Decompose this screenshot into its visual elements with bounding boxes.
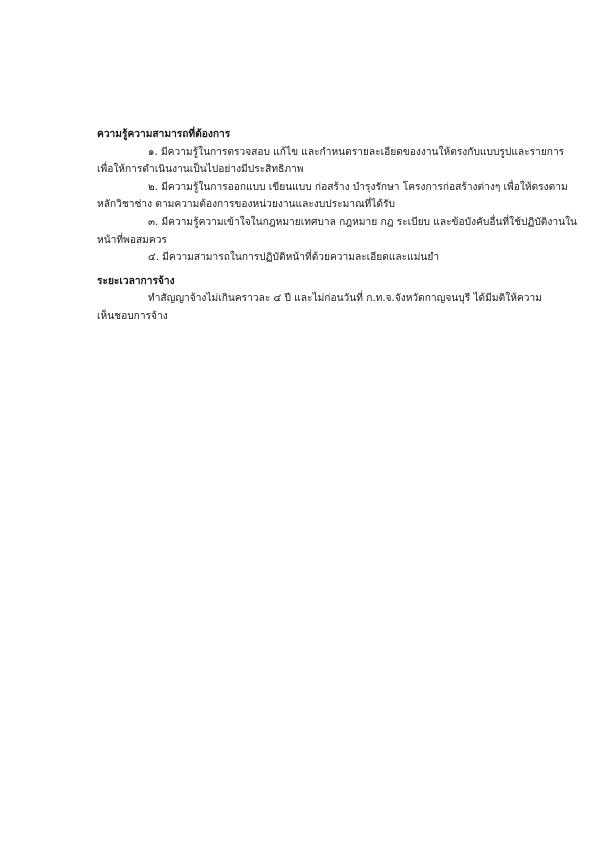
period-heading: ระยะเวลาการจ้าง <box>97 275 175 287</box>
period-text-line-1: ทำสัญญาจ้างไม่เกินคราวละ ๔ ปี และไม่ก่อนวันที่ ก.ท.จ.จังหวัดกาญจนบุรี ได้มีมติให้ความ <box>148 293 542 305</box>
knowledge-item-3-line-1: ๓. มีความรู้ความเข้าใจในกฎหมายเทศบาล กฎหมาย กฎ ระเบียบ และข้อบังคับอื่นที่ใช้ปฏิบัติงานใน <box>148 216 578 228</box>
knowledge-item-3-line-2: หน้าที่พอสมควร <box>97 234 167 246</box>
knowledge-heading: ความรู้ความสามารถที่ต้องการ <box>97 129 231 140</box>
document-body <box>97 126 578 326</box>
knowledge-item-2 <box>97 179 568 214</box>
period-text <box>97 290 542 325</box>
knowledge-item-2-line-2: หลักวิชาช่าง ตามความต้องการของหน่วยงานและงบประมาณที่ได้รับ <box>97 199 395 211</box>
knowledge-item-4-line-1: ๔. มีความสามารถในการปฏิบัติหน้าที่ด้วยความละเอียดและแม่นยำ <box>148 252 440 264</box>
knowledge-item-1-line-2: เพื่อให้การดำเนินงานเป็นไปอย่างมีประสิทธิภาพ <box>97 164 304 176</box>
knowledge-item-1-line-1: ๑. มีความรู้ในการตรวจสอบ แก้ไข และกำหนดรายละเอียดของงานให้ตรงกับแบบรูปและรายการ <box>148 146 565 158</box>
period-text-line-2: เห็นชอบการจ้าง <box>97 310 168 322</box>
knowledge-item-3 <box>97 214 578 249</box>
knowledge-item-1 <box>97 144 565 179</box>
knowledge-item-4 <box>97 249 517 267</box>
knowledge-item-2-line-1: ๒. มีความรู้ในการออกแบบ เขียนแบบ ก่อสร้าง บำรุงรักษา โครงการก่อสร้างต่างๆ เพื่อให้ตรงตาม <box>148 181 568 193</box>
